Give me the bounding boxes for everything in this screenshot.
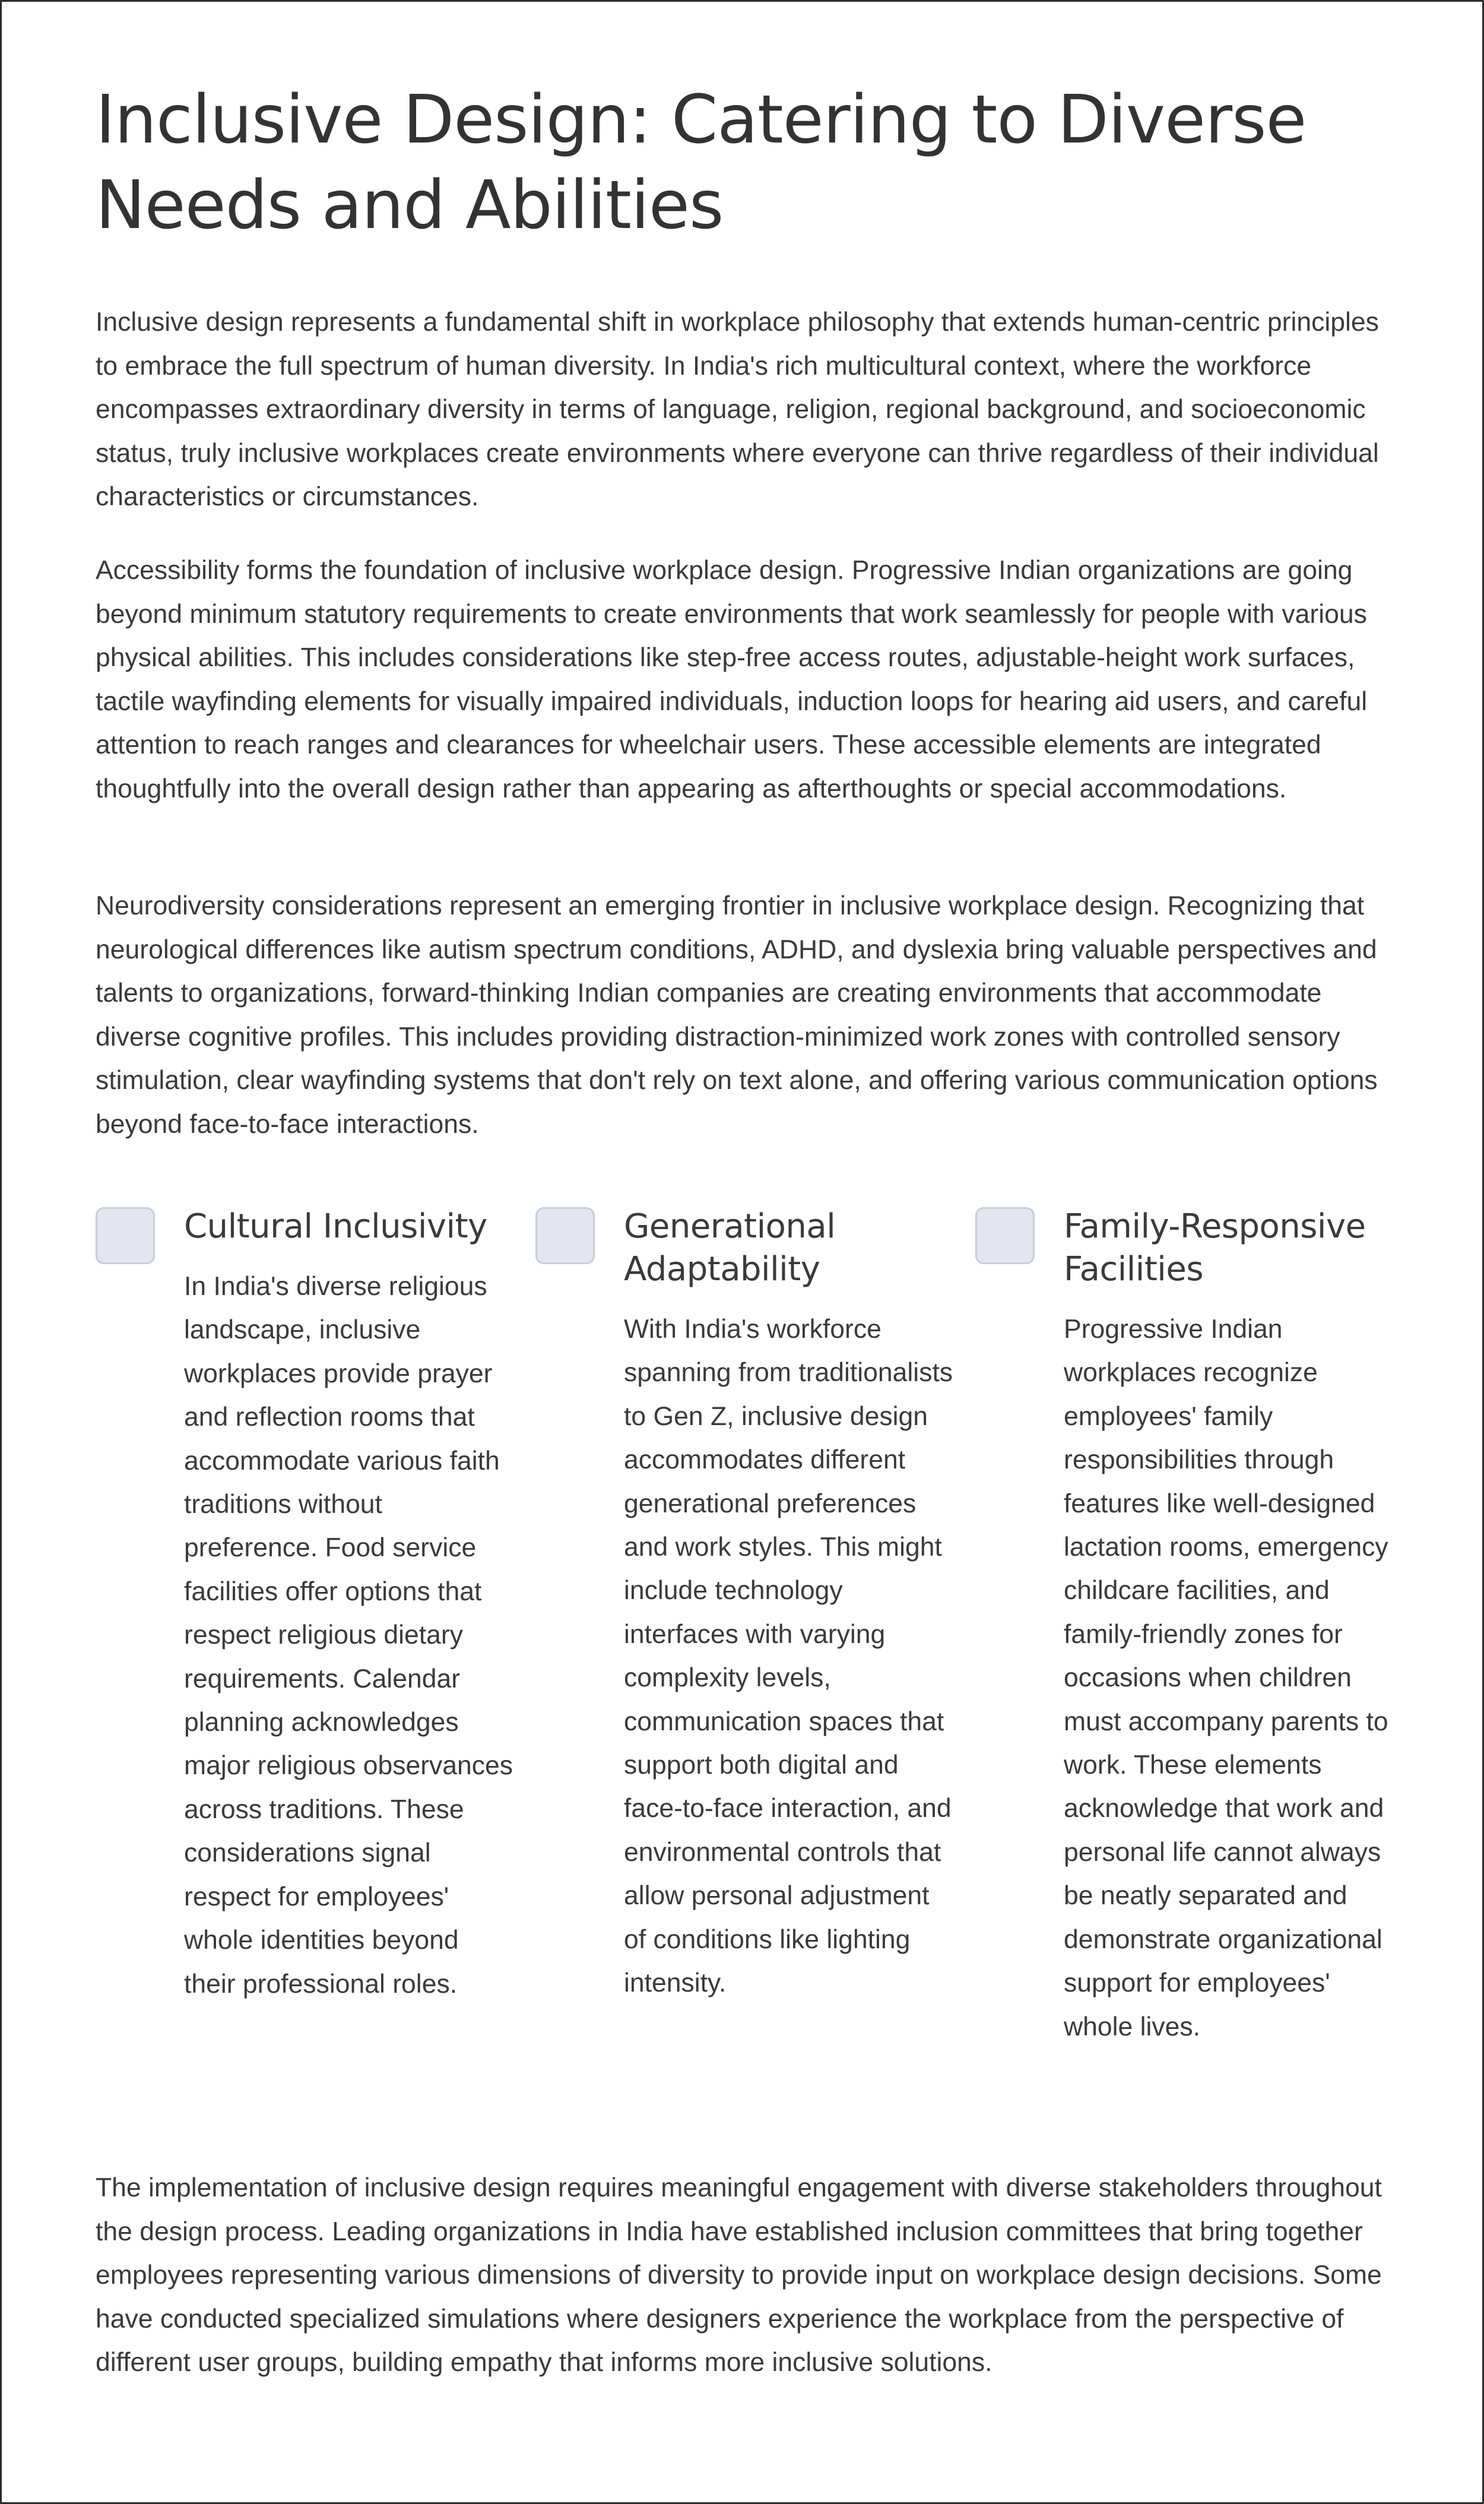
feature-title: Cultural Inclusivity xyxy=(184,1207,487,1246)
feature-placeholder-icon xyxy=(535,1207,595,1264)
intro-paragraph: Inclusive design represents a fundamental shift in workplace philosophy that extends human-centric principles to embrace the full spectrum of human diversity. In India's rich multicultural context, where the workforce encompasses extraordinary diversity in terms of language, religion, regional background, and socioeconomic status, truly inclusive workplaces create environments where everyone can thrive regardless of their individual characteristics or circumstances. xyxy=(96,308,1379,511)
feature-placeholder-icon xyxy=(975,1207,1035,1264)
page-title: Inclusive Design: Catering to Diverse Needs and Abilities xyxy=(96,81,1307,244)
feature-title: Generational Adaptability xyxy=(624,1207,836,1289)
feature-text: With India's workforce spanning from traditionalists to Gen Z, inclusive design accommodates different generational preferences and work styles. This might include technology interfaces with varying complexity levels, communication spaces that support both digital and face-to-face interaction, and environmental controls that allow personal adjustment of conditions like lighting intensity. xyxy=(624,1315,953,1998)
feature-title: Family-Responsive Facilities xyxy=(1064,1207,1366,1289)
accessibility-paragraph: Accessibility forms the foundation of inclusive workplace design. Progressive Indian organizations are going beyond minimum statutory requirements to create environments that work seamlessly for people with various physical abilities. This includes considerations like step-free access routes, adjustable-height work surfaces, tactile wayfinding elements for visually impaired individuals, induction loops for hearing aid users, and careful attention to reach ranges and clearances for wheelchair users. These accessible elements are integrated thoughtfully into the overall design rather than appearing as afterthoughts or special accommodations. xyxy=(96,556,1368,803)
feature-text: Progressive Indian workplaces recognize employees' family responsibilities through features like well-designed lactation rooms, emergency childcare facilities, and family-friendly zones for occasions when children must accompany parents to work. These elements acknowledge that work and personal life cannot always be neatly separated and demonstrate organizational support for employees' whole lives. xyxy=(1064,1315,1388,2041)
closing-paragraph: The implementation of inclusive design requires meaningful engagement with diverse stakeholders throughout the design process. Leading organizations in India have established inclusion committees that bring together employees representing various dimensions of diversity to provide input on workplace design decisions. Some have conducted specialized simulations where designers experience the workplace from the perspective of different user groups, building empathy that informs more inclusive solutions. xyxy=(96,2173,1382,2377)
feature-text: In India's diverse religious landscape, inclusive workplaces provide prayer and reflection rooms that accommodate various faith traditions without preference. Food service facilities offer options that respect religious dietary requirements. Calendar planning acknowledges major religious observances across traditions. These considerations signal respect for employees' whole identities beyond their professional roles. xyxy=(184,1272,513,1999)
feature-placeholder-icon xyxy=(96,1207,155,1264)
neurodiversity-paragraph: Neurodiversity considerations represent an emerging frontier in inclusive workplace design. Recognizing that neurological differences like autism spectrum conditions, ADHD, and dyslexia bring valuable perspectives and talents to organizations, forward-thinking Indian companies are creating environments that accommodate diverse cognitive profiles. This includes providing distraction-minimized work zones with controlled sensory stimulation, clear wayfinding systems that don't rely on text alone, and offering various communication options beyond face-to-face interactions. xyxy=(96,891,1378,1139)
